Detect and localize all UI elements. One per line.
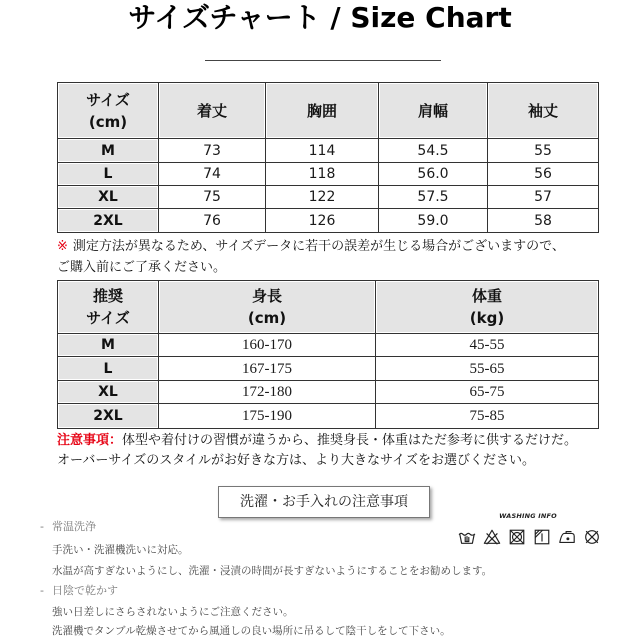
size-row (58, 209, 599, 233)
size-row (58, 139, 599, 163)
length-column-header: 着丈 (159, 83, 266, 139)
shoulder-value-cell: 56.0 (379, 163, 488, 186)
size-row (58, 186, 599, 209)
size-label-cell: M (58, 139, 159, 163)
chest-column-header: 胸囲 (266, 83, 379, 139)
height-range-cell: 167-175 (159, 357, 376, 381)
hand-wash-icon (458, 528, 476, 546)
height-header-line2: (cm) (247, 309, 287, 327)
size-note-line2: ご購入前にご了承ください。 (57, 260, 227, 275)
no-tumble-dry-icon (508, 528, 526, 546)
recommend-table-header-row (58, 281, 599, 334)
weight-range-cell: 75-85 (376, 404, 599, 429)
recommend-row (58, 404, 599, 429)
note-text: 測定方法が異なるため、サイズデータに若干の誤差が生じる場合がございますので、 (72, 239, 565, 254)
size-label-cell: 2XL (58, 209, 159, 233)
recommended-size-table (57, 280, 599, 429)
size-label-cell: M (58, 334, 159, 357)
care-section-title-text: 日陰で乾かす (52, 584, 118, 597)
care-heading-box: 洗濯・お手入れの注意事項 (218, 486, 430, 518)
care-line: 手洗い・洗濯機洗いに対応。 (52, 544, 189, 556)
caution-text: 体型や着付けの習慣が違うから、推奨身長・体重はただ参考に供するだけだ。 (122, 433, 578, 448)
size-label-cell: XL (58, 186, 159, 209)
sleeve-column-header: 袖丈 (488, 83, 599, 139)
sleeve-value-cell: 57 (488, 186, 599, 209)
caution-line1 (57, 431, 577, 451)
shoulder-value-cell: 57.5 (379, 186, 488, 209)
recommend-row (58, 381, 599, 404)
care-line: 水温が高すぎないようにし、洗濯・浸漬の時間が長すぎないようにすることをお勧めします。 (52, 565, 493, 577)
care-line: 強い日差しにさらされないようにご注意ください。 (52, 606, 294, 618)
height-range-cell: 175-190 (159, 404, 376, 429)
size-header-line1: サイズ (86, 90, 130, 109)
recommend-row (58, 357, 599, 381)
shoulder-column-header: 肩幅 (379, 83, 488, 139)
size-table-header-row (58, 83, 599, 139)
care-line: 洗濯機でタンブル乾燥させてから風通しの良い場所に吊るして陰干しをして下さい。 (52, 625, 451, 637)
sleeve-value-cell: 58 (488, 209, 599, 233)
care-section-title-text: 常温洗浄 (52, 520, 96, 533)
shoulder-value-cell: 54.5 (379, 139, 488, 163)
page-title: サイズチャート / Size Chart (128, 1, 512, 34)
no-dry-clean-icon (583, 528, 601, 546)
bullet-dash: - (40, 584, 44, 597)
size-row (58, 163, 599, 186)
chest-value-cell: 114 (266, 139, 379, 163)
washing-info-label: WASHING INFO (499, 512, 557, 520)
shoulder-value-cell: 59.0 (379, 209, 488, 233)
length-value-cell: 75 (159, 186, 266, 209)
weight-range-cell: 55-65 (376, 357, 599, 381)
sleeve-value-cell: 55 (488, 139, 599, 163)
recommend-row (58, 334, 599, 357)
bullet-dash: - (40, 520, 44, 533)
length-value-cell: 74 (159, 163, 266, 186)
size-note-line1 (57, 237, 565, 257)
caution-label: 注意事項： (57, 433, 123, 448)
care-section-title-wash (40, 519, 96, 535)
weight-range-cell: 45-55 (376, 334, 599, 357)
recommended-header-line2: サイズ (86, 309, 130, 327)
height-range-cell: 172-180 (159, 381, 376, 404)
chest-value-cell: 126 (266, 209, 379, 233)
chest-value-cell: 118 (266, 163, 379, 186)
size-label-cell: 2XL (58, 404, 159, 429)
height-header-line1: 身長 (251, 287, 282, 305)
size-label-cell: L (58, 357, 159, 381)
title-underline (205, 60, 441, 61)
chest-value-cell: 122 (266, 186, 379, 209)
height-range-cell: 160-170 (159, 334, 376, 357)
shade-dry-icon (533, 528, 551, 546)
size-label-cell: L (58, 163, 159, 186)
recommended-header-line1: 推奨 (92, 287, 123, 305)
sleeve-value-cell: 56 (488, 163, 599, 186)
no-bleach-icon (483, 528, 501, 546)
weight-column-header (376, 281, 599, 334)
size-header-line2: (cm) (88, 112, 128, 131)
note-mark: ※ (57, 239, 68, 254)
weight-range-cell: 65-75 (376, 381, 599, 404)
caution-line2: オーバーサイズのスタイルがお好きな方は、より大きなサイズをお選びください。 (57, 453, 536, 468)
washing-icons (458, 528, 604, 546)
size-chart-table (57, 82, 599, 233)
height-column-header (159, 281, 376, 334)
weight-header-line2: (kg) (469, 309, 505, 327)
recommended-size-column-header (58, 281, 159, 334)
length-value-cell: 76 (159, 209, 266, 233)
care-section-title-dry (40, 583, 118, 599)
weight-header-line1: 体重 (471, 287, 502, 305)
iron-low-icon (558, 528, 576, 546)
length-value-cell: 73 (159, 139, 266, 163)
size-column-header (58, 83, 159, 139)
size-label-cell: XL (58, 381, 159, 404)
